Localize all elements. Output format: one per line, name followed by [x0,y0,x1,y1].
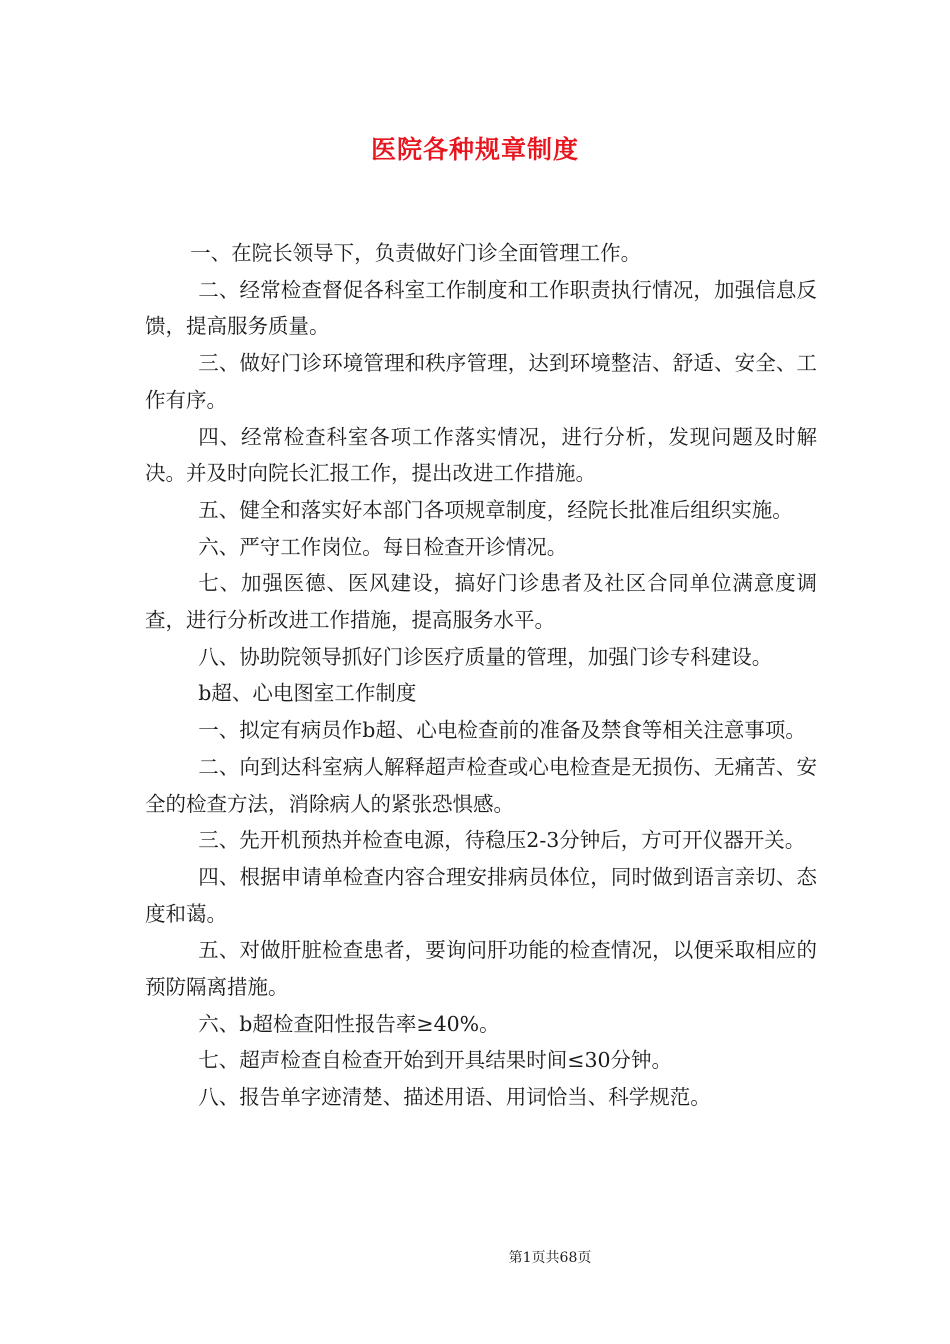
paragraph-17: 八、报告单字迹清楚、描述用语、用词恰当、科学规范。 [198,1085,711,1110]
page-title: 医院各种规章制度 [370,135,579,164]
paragraph-4: 四、经常检查科室各项工作落实情况，进行分析，发现问题及时解决。并及时向院长汇报工作，提出改进工作措施。 [145,424,817,486]
paragraph-15: 六、b超检查阳性报告率≥40%。 [198,1011,500,1036]
paragraph-10: 一、拟定有病员作b超、心电检查前的准备及禁食等相关注意事项。 [198,718,806,743]
paragraph-14: 五、对做肝脏检查患者，要询问肝功能的检查情况，以便采取相应的预防隔离措施。 [145,938,817,1000]
paragraph-13: 四、根据申请单检查内容合理安排病员体位，同时做到语言亲切、态度和蔼。 [145,864,817,926]
section-heading: b超、心电图室工作制度 [198,681,417,706]
paragraph-5: 五、健全和落实好本部门各项规章制度，经院长批准后组织实施。 [198,497,793,522]
paragraph-7: 七、加强医德、医风建设，搞好门诊患者及社区合同单位满意度调查，进行分析改进工作措施，提高服务水平。 [145,571,817,633]
paragraph-12: 三、先开机预热并检查电源，待稳压2-3分钟后，方可开仪器开关。 [198,828,806,853]
paragraph-1: 一、在院长领导下，负责做好门诊全面管理工作。 [190,241,642,265]
paragraph-6: 六、严守工作岗位。每日检查开诊情况。 [198,534,568,559]
paragraph-16: 七、超声检查自检查开始到开具结果时间≤30分钟。 [198,1048,673,1073]
page-number: 第1页共68页 [508,1250,592,1266]
document-body [145,235,817,1116]
paragraph-8: 八、协助院领导抓好门诊医疗质量的管理，加强门诊专科建设。 [198,644,773,669]
paragraph-11: 二、向到达科室病人解释超声检查或心电检查是无损伤、无痛苦、安全的检查方法，消除病人的紧张恐惧感。 [145,754,817,816]
paragraph-3: 三、做好门诊环境管理和秩序管理，达到环境整洁、舒适、安全、工作有序。 [145,351,817,412]
paragraph-2: 二、经常检查督促各科室工作制度和工作职责执行情况，加强信息反馈，提高服务质量。 [145,277,817,339]
